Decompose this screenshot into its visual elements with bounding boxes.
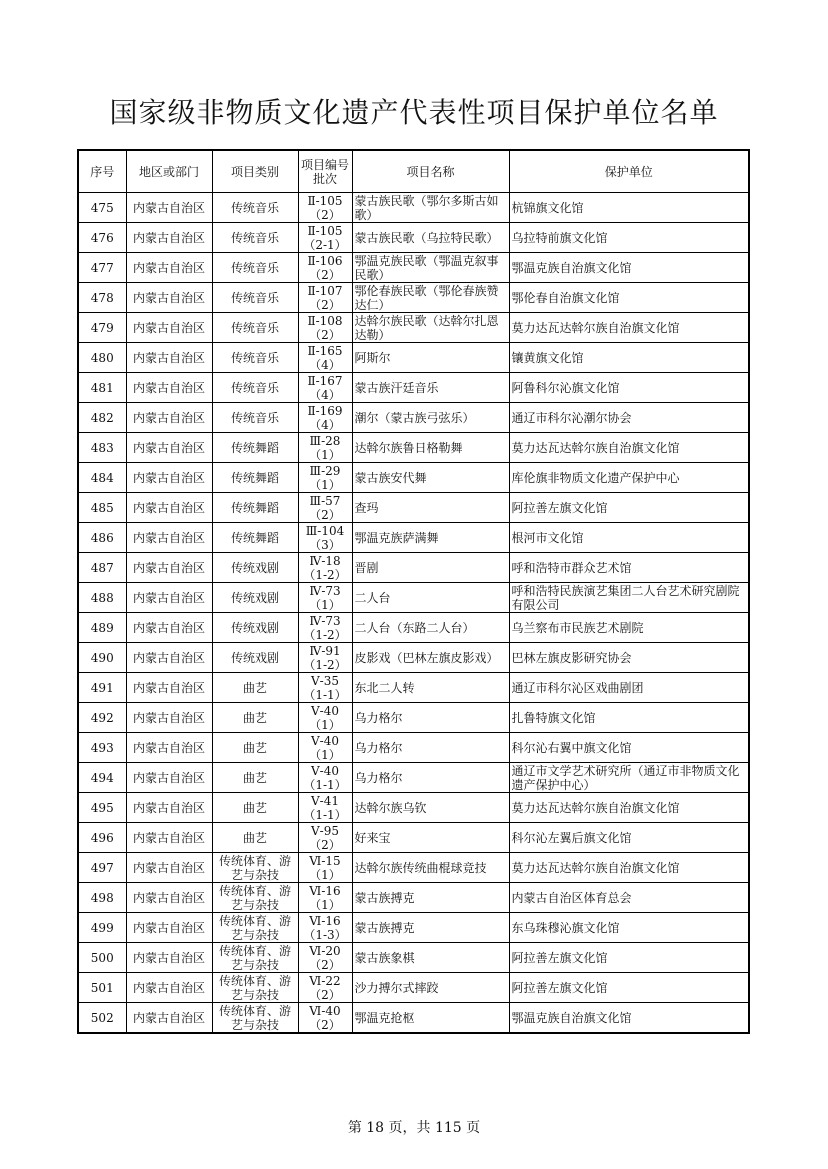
category-cell: 曲艺 [212,793,298,823]
table-row [78,553,749,583]
category-cell: 传统舞蹈 [212,463,298,493]
protection-unit-cell: 通辽市科尔沁潮尔协会 [509,403,749,433]
region-cell: 内蒙古自治区 [126,343,212,373]
project-name-cell: 蒙古族象棋 [352,943,509,973]
region-cell: 内蒙古自治区 [126,463,212,493]
category-cell: 传统戏剧 [212,613,298,643]
row-number: 496 [78,823,126,853]
header-region: 地区或部门 [126,150,212,193]
row-number: 502 [78,1003,126,1034]
row-number: 486 [78,523,126,553]
project-name-cell: 晋剧 [352,553,509,583]
project-name-cell: 鄂伦春族民歌（鄂伦春族赞达仁） [352,283,509,313]
header-category: 项目类别 [212,150,298,193]
protection-unit-cell: 阿鲁科尔沁旗文化馆 [509,373,749,403]
project-code-cell: Ⅳ-91（1-2） [298,643,352,673]
region-cell: 内蒙古自治区 [126,883,212,913]
protection-unit-cell: 杭锦旗文化馆 [509,193,749,223]
table-row [78,253,749,283]
project-name-cell: 查玛 [352,493,509,523]
protection-unit-cell: 科尔沁左翼后旗文化馆 [509,823,749,853]
project-name-cell: 蒙古族搏克 [352,883,509,913]
project-name-cell: 蒙古族安代舞 [352,463,509,493]
table-row [78,673,749,703]
project-code-cell: Ⅵ-15（1） [298,853,352,883]
table-row [78,913,749,943]
protection-unit-cell: 内蒙古自治区体育总会 [509,883,749,913]
protection-unit-cell: 鄂温克族自治旗文化馆 [509,253,749,283]
page-footer: 第 18 页，共 115 页 [347,1120,481,1136]
region-cell: 内蒙古自治区 [126,403,212,433]
project-code-cell: Ⅳ-18（1-2） [298,553,352,583]
category-cell: 传统音乐 [212,253,298,283]
region-cell: 内蒙古自治区 [126,973,212,1003]
protection-unit-cell: 莫力达瓦达斡尔族自治旗文化馆 [509,793,749,823]
protection-unit-cell: 科尔沁右翼中旗文化馆 [509,733,749,763]
category-cell: 传统体育、游艺与杂技 [212,853,298,883]
category-cell: 传统音乐 [212,193,298,223]
region-cell: 内蒙古自治区 [126,1003,212,1034]
category-cell: 传统音乐 [212,403,298,433]
row-number: 485 [78,493,126,523]
row-number: 494 [78,763,126,793]
project-name-cell: 蒙古族搏克 [352,913,509,943]
row-number: 480 [78,343,126,373]
category-cell: 传统音乐 [212,223,298,253]
region-cell: 内蒙古自治区 [126,523,212,553]
region-cell: 内蒙古自治区 [126,313,212,343]
region-cell: 内蒙古自治区 [126,703,212,733]
row-number: 484 [78,463,126,493]
project-code-cell: Ⅵ-16（1） [298,883,352,913]
protection-unit-cell: 通辽市科尔沁区戏曲剧团 [509,673,749,703]
project-code-cell: Ⅱ-105（2-1） [298,223,352,253]
project-name-cell: 达斡尔族乌钦 [352,793,509,823]
project-name-cell: 鄂温克抢枢 [352,1003,509,1034]
row-number: 487 [78,553,126,583]
category-cell: 曲艺 [212,763,298,793]
region-cell: 内蒙古自治区 [126,793,212,823]
row-number: 479 [78,313,126,343]
project-code-cell: Ⅵ-40（2） [298,1003,352,1034]
protection-unit-cell: 鄂温克族自治旗文化馆 [509,1003,749,1034]
category-cell: 曲艺 [212,703,298,733]
project-code-cell: Ⅴ-40（1） [298,733,352,763]
table-row [78,463,749,493]
table-row [78,433,749,463]
row-number: 481 [78,373,126,403]
project-code-cell: Ⅳ-73（1） [298,583,352,613]
row-number: 476 [78,223,126,253]
category-cell: 传统戏剧 [212,643,298,673]
region-cell: 内蒙古自治区 [126,493,212,523]
project-code-cell: Ⅱ-107（2） [298,283,352,313]
table-row [78,1003,749,1034]
row-number: 491 [78,673,126,703]
region-cell: 内蒙古自治区 [126,433,212,463]
header-project-name: 项目名称 [352,150,509,193]
region-cell: 内蒙古自治区 [126,223,212,253]
row-number: 497 [78,853,126,883]
table-row [78,853,749,883]
project-code-cell: Ⅲ-28（1） [298,433,352,463]
project-name-cell: 二人台 [352,583,509,613]
table-row [78,643,749,673]
project-name-cell: 东北二人转 [352,673,509,703]
table-row [78,223,749,253]
project-name-cell: 乌力格尔 [352,763,509,793]
project-name-cell: 潮尔（蒙古族弓弦乐） [352,403,509,433]
row-number: 498 [78,883,126,913]
category-cell: 曲艺 [212,823,298,853]
row-number: 495 [78,793,126,823]
table-row [78,193,749,223]
protection-unit-cell: 镶黄旗文化馆 [509,343,749,373]
project-name-cell: 蒙古族民歌（乌拉特民歌） [352,223,509,253]
project-code-cell: Ⅴ-95（2） [298,823,352,853]
category-cell: 传统体育、游艺与杂技 [212,943,298,973]
protection-unit-cell: 根河市文化馆 [509,523,749,553]
category-cell: 传统舞蹈 [212,523,298,553]
row-number: 488 [78,583,126,613]
region-cell: 内蒙古自治区 [126,823,212,853]
table-row [78,583,749,613]
project-name-cell: 皮影戏（巴林左旗皮影戏） [352,643,509,673]
header-protection-unit: 保护单位 [509,150,749,193]
region-cell: 内蒙古自治区 [126,763,212,793]
row-number: 475 [78,193,126,223]
project-name-cell: 鄂温克族民歌（鄂温克叙事民歌） [352,253,509,283]
project-code-cell: Ⅱ-105（2） [298,193,352,223]
project-name-cell: 鄂温克族萨满舞 [352,523,509,553]
protection-unit-cell: 莫力达瓦达斡尔族自治旗文化馆 [509,313,749,343]
project-code-cell: Ⅲ-57（2） [298,493,352,523]
project-code-cell: Ⅴ-41（1-1） [298,793,352,823]
category-cell: 传统音乐 [212,283,298,313]
table-row [78,613,749,643]
category-cell: 传统体育、游艺与杂技 [212,913,298,943]
table-row [78,793,749,823]
project-code-cell: Ⅵ-16（1-3） [298,913,352,943]
region-cell: 内蒙古自治区 [126,253,212,283]
table-row [78,523,749,553]
table-row [78,343,749,373]
protection-unit-cell: 巴林左旗皮影研究协会 [509,643,749,673]
category-cell: 传统音乐 [212,343,298,373]
project-code-cell: Ⅱ-108（2） [298,313,352,343]
project-name-cell: 蒙古族汗廷音乐 [352,373,509,403]
project-name-cell: 蒙古族民歌（鄂尔多斯古如歌） [352,193,509,223]
project-name-cell: 二人台（东路二人台） [352,613,509,643]
protection-unit-cell: 阿拉善左旗文化馆 [509,493,749,523]
table-header-row [78,150,749,193]
category-cell: 传统体育、游艺与杂技 [212,973,298,1003]
project-code-cell: Ⅵ-22（2） [298,973,352,1003]
row-number: 477 [78,253,126,283]
project-code-cell: Ⅵ-20（2） [298,943,352,973]
table-row [78,493,749,523]
project-name-cell: 好来宝 [352,823,509,853]
category-cell: 传统舞蹈 [212,433,298,463]
region-cell: 内蒙古自治区 [126,583,212,613]
table-row [78,763,749,793]
protection-unit-cell: 莫力达瓦达斡尔族自治旗文化馆 [509,853,749,883]
protection-unit-cell: 阿拉善左旗文化馆 [509,973,749,1003]
project-code-cell: Ⅴ-40（1） [298,703,352,733]
row-number: 478 [78,283,126,313]
category-cell: 传统音乐 [212,373,298,403]
protection-unit-cell: 鄂伦春自治旗文化馆 [509,283,749,313]
row-number: 489 [78,613,126,643]
project-code-cell: Ⅴ-40（1-1） [298,763,352,793]
protection-unit-cell: 库伦旗非物质文化遗产保护中心 [509,463,749,493]
region-cell: 内蒙古自治区 [126,553,212,583]
protection-unit-cell: 呼和浩特市群众艺术馆 [509,553,749,583]
project-code-cell: Ⅲ-29（1） [298,463,352,493]
project-code-cell: Ⅱ-106（2） [298,253,352,283]
project-name-cell: 乌力格尔 [352,703,509,733]
protection-unit-cell: 阿拉善左旗文化馆 [509,943,749,973]
protection-unit-cell: 乌拉特前旗文化馆 [509,223,749,253]
row-number: 482 [78,403,126,433]
row-number: 493 [78,733,126,763]
project-code-cell: Ⅲ-104（3） [298,523,352,553]
project-code-cell: Ⅱ-165（4） [298,343,352,373]
project-code-cell: Ⅳ-73（1-2） [298,613,352,643]
protection-unit-cell: 扎鲁特旗文化馆 [509,703,749,733]
region-cell: 内蒙古自治区 [126,853,212,883]
category-cell: 传统戏剧 [212,553,298,583]
project-name-cell: 达斡尔族传统曲棍球竞技 [352,853,509,883]
region-cell: 内蒙古自治区 [126,733,212,763]
table-row [78,313,749,343]
category-cell: 曲艺 [212,673,298,703]
table-row [78,703,749,733]
project-code-cell: Ⅱ-169（4） [298,403,352,433]
table-row [78,973,749,1003]
table-row [78,283,749,313]
project-name-cell: 达斡尔族鲁日格勒舞 [352,433,509,463]
project-name-cell: 乌力格尔 [352,733,509,763]
project-name-cell: 沙力搏尔式摔跤 [352,973,509,1003]
category-cell: 曲艺 [212,733,298,763]
table-row [78,373,749,403]
region-cell: 内蒙古自治区 [126,193,212,223]
region-cell: 内蒙古自治区 [126,643,212,673]
heritage-table [77,149,750,1034]
region-cell: 内蒙古自治区 [126,673,212,703]
table-row [78,943,749,973]
project-name-cell: 达斡尔族民歌（达斡尔扎恩达勒） [352,313,509,343]
header-no: 序号 [78,150,126,193]
project-name-cell: 阿斯尔 [352,343,509,373]
category-cell: 传统舞蹈 [212,493,298,523]
table-row [78,883,749,913]
row-number: 483 [78,433,126,463]
row-number: 492 [78,703,126,733]
row-number: 500 [78,943,126,973]
protection-unit-cell: 乌兰察布市民族艺术剧院 [509,613,749,643]
region-cell: 内蒙古自治区 [126,613,212,643]
table-row [78,403,749,433]
protection-unit-cell: 呼和浩特民族演艺集团二人台艺术研究剧院有限公司 [509,583,749,613]
region-cell: 内蒙古自治区 [126,373,212,403]
protection-unit-cell: 莫力达瓦达斡尔族自治旗文化馆 [509,433,749,463]
protection-unit-cell: 通辽市文学艺术研究所（通辽市非物质文化遗产保护中心） [509,763,749,793]
header-code: 项目编号批次 [298,150,352,193]
page-title: 国家级非物质文化遗产代表性项目保护单位名单 [109,96,719,129]
region-cell: 内蒙古自治区 [126,283,212,313]
table-row [78,733,749,763]
category-cell: 传统体育、游艺与杂技 [212,883,298,913]
region-cell: 内蒙古自治区 [126,913,212,943]
category-cell: 传统体育、游艺与杂技 [212,1003,298,1034]
project-code-cell: Ⅴ-35（1-1） [298,673,352,703]
project-code-cell: Ⅱ-167（4） [298,373,352,403]
category-cell: 传统音乐 [212,313,298,343]
row-number: 490 [78,643,126,673]
row-number: 499 [78,913,126,943]
protection-unit-cell: 东乌珠穆沁旗文化馆 [509,913,749,943]
region-cell: 内蒙古自治区 [126,943,212,973]
table-row [78,823,749,853]
category-cell: 传统戏剧 [212,583,298,613]
row-number: 501 [78,973,126,1003]
